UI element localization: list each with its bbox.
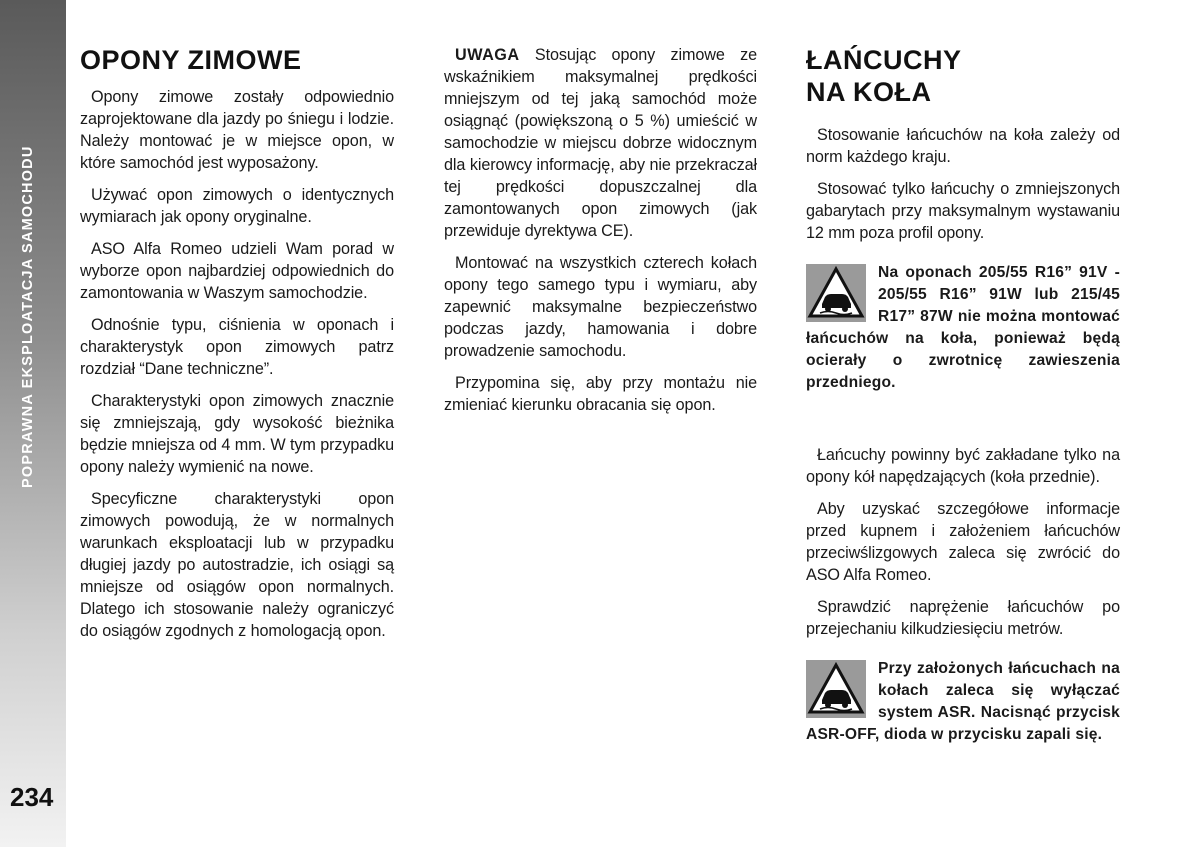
warning-text: Przy założonych łańcuchach na kołach zaleca się wyłączać system ASR. Nacisnąć przycisk ASR-OFF, dioda w przycisku zapali się. [806,660,1120,743]
paragraph: Specyficzne charakterystyki opon zimowych powodują, że w normalnych warunkach eksploatacji lub w przypadku długiej jazdy po autostradzie, ich osiągi są mniejsze od osiągów opon normalnych. Dlatego ich stosowanie należy ograniczyć do osiągów zgodnych z homologacją opon. [80,490,394,640]
caution-keyword: UWAGA [455,46,520,64]
paragraph: Montować na wszystkich czterech kołach opony tego samego typu i wymiaru, aby zapewnić maksymalne bezpieczeństwo podczas jazdy, hamowania i dobre prowadzenie samochodu. [444,254,757,360]
paragraph: Odnośnie typu, ciśnienia w oponach i charakterystyk opon zimowych patrz rozdział “Dane techniczne”. [80,316,394,378]
sidebar-band [0,0,66,847]
warning-box-tire-sizes [806,262,1120,394]
paragraph: Łańcuchy powinny być zakładane tylko na opony kół napędzających (koła przednie). [806,446,1120,486]
column-winter-tires [80,44,394,652]
chapter-title: POPRAWNA EKSPLOATACJA SAMOCHODU [20,145,36,488]
column-winter-tires-notes [444,44,757,426]
warning-box-asr [806,658,1120,746]
caution-paragraph [444,44,757,242]
warning-text: Na oponach 205/55 R16” 91V - 205/55 R16” 91W lub 215/45 R17” 87W nie można montować łańcuchów na koła, ponieważ będą ocierały o zwrotnicę zawieszenia przedniego. [806,264,1120,391]
paragraph: Przypomina się, aby przy montażu nie zmieniać kierunku obracania się opon. [444,374,757,414]
slippery-car-warning-icon [806,264,866,322]
paragraph: Sprawdzić naprężenie łańcuchów po przejechaniu kilkudziesięciu metrów. [806,598,1120,638]
heading-line: NA KOŁA [806,77,932,107]
slippery-car-warning-icon [806,660,866,718]
paragraph: Stosować tylko łańcuchy o zmniejszonych gabarytach przy maksymalnym wystawaniu 12 mm poza profil opony. [806,180,1120,242]
heading-line: ŁAŃCUCHY [806,45,962,75]
page-number: 234 [10,782,54,812]
paragraph: Stosowanie łańcuchów na koła zależy od norm każdego kraju. [806,126,1120,166]
paragraph: ASO Alfa Romeo udzieli Wam porad w wyborze opon najbardziej odpowiednich do zamontowania w Waszym samochodzie. [80,240,394,302]
caution-text: Stosując opony zimowe ze wskaźnikiem maksymalnej prędkości mniejszym od tej jaką samochód może osiągnąć (powiększoną o 5 %) umieścić w samochodzie w miejscu dobrze widocznym dla kierowcy informację, aby nie przekraczał tej prędkości dopuszczalnej dla zamontowanych opon zimowych (jak przewiduje dyrektywa CE). [444,46,758,240]
paragraph: Aby uzyskać szczegółowe informacje przed kupnem i założeniem łańcuchów przeciwślizgowych zaleca się zwrócić do ASO Alfa Romeo. [806,500,1120,584]
column-snow-chains [806,44,1120,756]
section-heading-snow-chains [806,44,1120,108]
paragraph: Używać opon zimowych o identycznych wymiarach jak opony oryginalne. [80,186,394,226]
section-heading-winter-tires: OPONY ZIMOWE [80,45,302,75]
paragraph: Opony zimowe zostały odpowiednio zaprojektowane dla jazdy po śniegu i lodzie. Należy montować je w miejsce opon, w które samochód jest wyposażony. [80,88,394,172]
paragraph: Charakterystyki opon zimowych znacznie się zmniejszają, gdy wysokość bieżnika będzie mniejsza od 4 mm. W tym przypadku opony należy wymienić na nowe. [80,392,394,476]
